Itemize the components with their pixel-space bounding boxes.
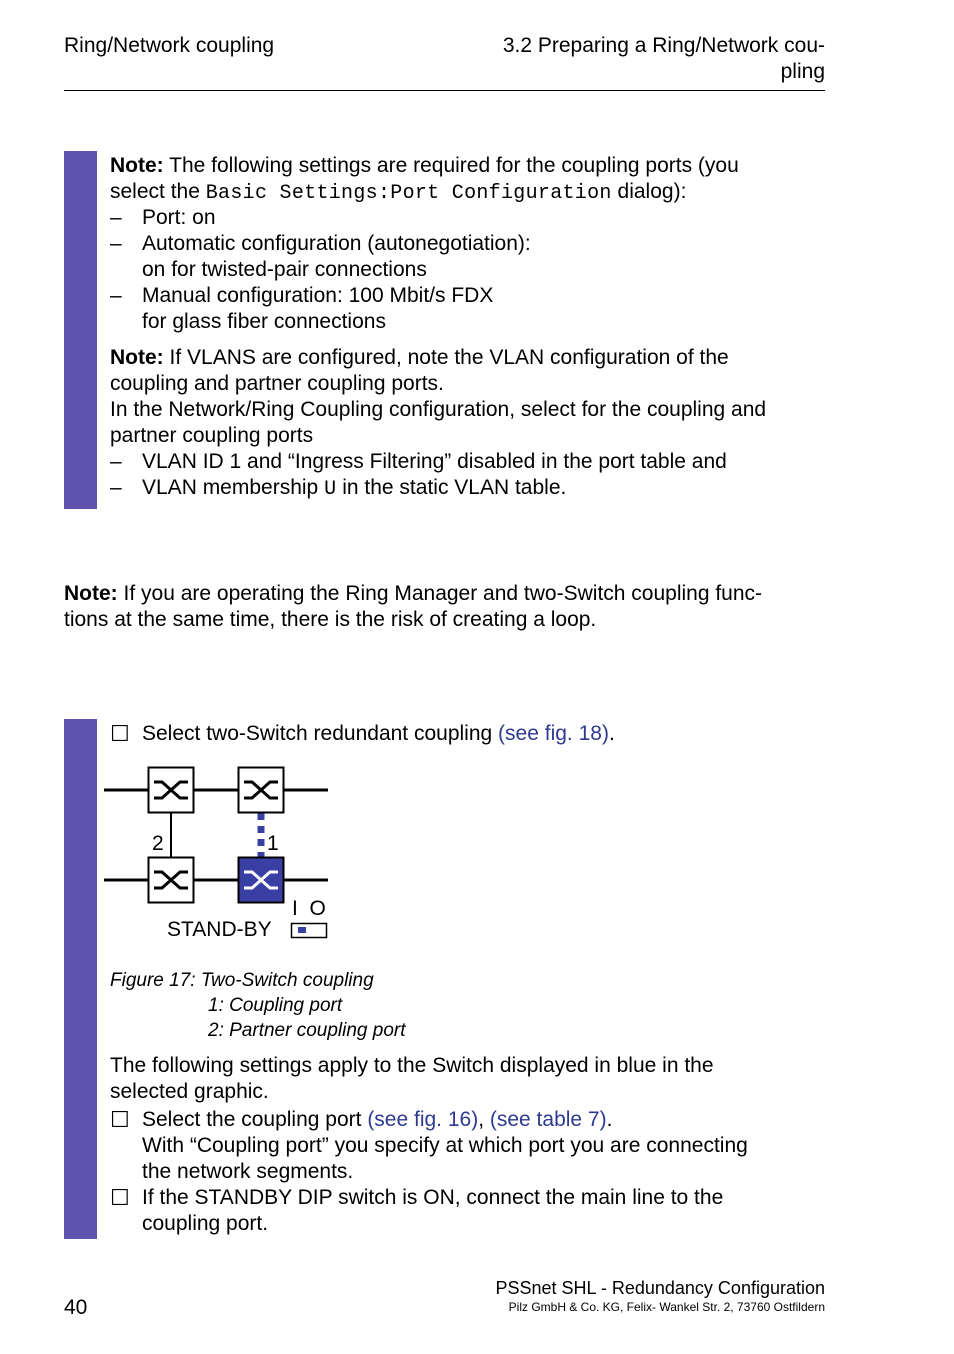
header-section-title: Ring/Network coupling: [64, 34, 275, 57]
step-sidebar-bar: [64, 719, 97, 1239]
note3-line2: tions at the same time, there is the risk of creating a loop.: [64, 608, 597, 631]
note1-text: The following settings are required for the coupling ports (you: [163, 154, 739, 177]
note1-text-post: dialog):: [611, 180, 687, 203]
checkbox-icon[interactable]: ☐: [110, 1185, 130, 1210]
bullet-dash: –: [110, 450, 122, 473]
footer-company: Pilz GmbH & Co. KG, Felix- Wankel Str. 2, 73760 Ostfildern: [508, 1300, 825, 1314]
bullet-item-pre: VLAN membership: [142, 476, 325, 499]
note1-label: Note:: [110, 154, 164, 177]
bullet-item: VLAN ID 1 and “Ingress Filtering” disabled in the port table and: [142, 450, 727, 473]
switch-icon: [149, 768, 194, 813]
note1-line1: [110, 153, 739, 179]
bullet-item-continuation: on for twisted-pair connections: [142, 258, 427, 281]
header-chapter-line2: pling: [780, 60, 825, 83]
dialog-name-code: Basic Settings:Port Configuration: [205, 182, 612, 205]
figure-legend-item: 2: Partner coupling port: [208, 1020, 406, 1041]
footer-title: PSSnet SHL - Redundancy Configuration: [495, 1278, 825, 1298]
bullet-dash: –: [110, 206, 122, 229]
header-chapter-title: [503, 33, 825, 85]
step2-label: Select the coupling port: [142, 1108, 368, 1131]
note-sidebar-bar: [64, 151, 97, 509]
bullet-item: [142, 475, 566, 503]
checkbox-icon[interactable]: ☐: [110, 1107, 130, 1132]
standby-label: STAND-BY: [167, 918, 272, 941]
step1-period: .: [608, 722, 615, 745]
note2-text: If VLANS are configured, note the VLAN configuration of the: [163, 346, 729, 369]
coupling-port-label: 1: [267, 832, 279, 855]
membership-code: U: [324, 478, 337, 501]
bullet-dash: –: [110, 232, 122, 255]
bullet-dash: –: [110, 284, 122, 307]
dip-switch-labels: I O: [292, 897, 326, 920]
note2-line3: In the Network/Ring Coupling configuration, select for the coupling and: [110, 398, 767, 421]
switch-icon: [239, 768, 284, 813]
note1-line2: [110, 179, 686, 207]
checkbox-icon[interactable]: ☐: [110, 721, 130, 746]
blue-switch-icon: [239, 858, 284, 903]
see-fig-18-link[interactable]: (see fig. 18): [498, 722, 609, 745]
note1-text-pre: select the: [110, 180, 206, 203]
note2-label: Note:: [110, 346, 164, 369]
see-fig-16-link[interactable]: (see fig. 16): [367, 1108, 479, 1131]
bullet-item-continuation: for glass fiber connections: [142, 310, 386, 333]
standby-dip-switch-icon: [292, 924, 327, 938]
body-text-line2: selected graphic.: [110, 1080, 269, 1103]
body-text-line1: The following settings apply to the Switch displayed in blue in the: [110, 1054, 714, 1077]
step2-period: .: [606, 1108, 613, 1131]
header-rule: [64, 90, 825, 91]
see-table-7-link[interactable]: (see table 7): [489, 1108, 607, 1131]
note3-text: If you are operating the Ring Manager and two-Switch coupling func-: [117, 582, 763, 605]
step3-line1: If the STANDBY DIP switch is ON, connect the main line to the: [142, 1186, 724, 1209]
note2-line2: coupling and partner coupling ports.: [110, 372, 444, 395]
page-number: 40: [64, 1296, 88, 1319]
link-separator: ,: [478, 1108, 490, 1131]
bullet-item: Manual configuration: 100 Mbit/s FDX: [142, 284, 494, 307]
switch-icon: [149, 858, 194, 903]
note3-label: Note:: [64, 582, 118, 605]
step2-line3: the network segments.: [142, 1160, 354, 1183]
note2-line1: [110, 345, 729, 371]
note2-line4: partner coupling ports: [110, 424, 314, 447]
bullet-dash: –: [110, 476, 122, 499]
figure-legend-item: 1: Coupling port: [208, 995, 343, 1016]
figure-caption: Figure 17: Two-Switch coupling: [110, 970, 374, 991]
step1-text: [142, 721, 615, 747]
step3-line2: coupling port.: [142, 1212, 269, 1235]
bullet-item: Automatic configuration (autonegotiation):: [142, 232, 531, 255]
header-chapter-line1: 3.2 Preparing a Ring/Network cou-: [502, 34, 825, 57]
partner-port-label: 2: [152, 832, 164, 855]
step2-text: [142, 1107, 612, 1133]
note3-line1: [64, 581, 762, 607]
bullet-item: Port: on: [142, 206, 216, 229]
bullet-item-post: in the static VLAN table.: [336, 476, 567, 499]
step2-line2: With “Coupling port” you specify at which port you are connecting: [142, 1134, 748, 1157]
step1-label: Select two-Switch redundant coupling: [142, 722, 499, 745]
